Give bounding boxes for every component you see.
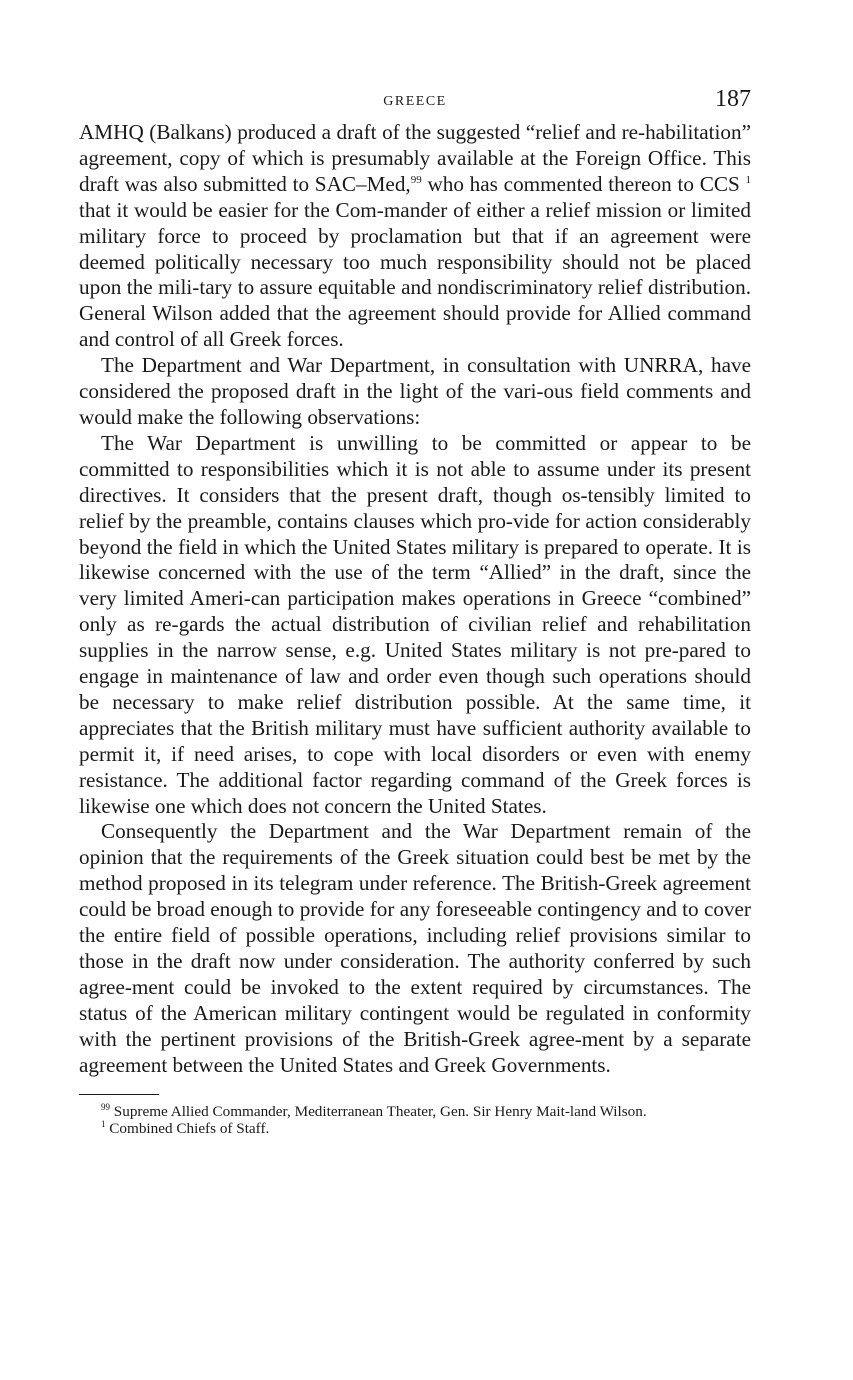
footnote-marker: 1 bbox=[101, 1118, 106, 1129]
running-title: GREECE bbox=[383, 94, 447, 109]
footnote-99 bbox=[79, 1103, 751, 1120]
paragraph-1-text: that it would be easier for the Com-mander of either a relief mission or limited military force to proceed by proclamation but that if an agreement were deemed politically necessary too much responsibility should not be placed upon the mili-tary to assure equitable and nondiscriminatory relief distribution. General Wilson added that the agreement should provide for Allied command and control of all Greek forces. bbox=[79, 197, 751, 352]
footnote-divider bbox=[79, 1094, 159, 1095]
paragraph-3-text: The War Department is unwilling to be committed or appear to be committed to responsibilities which it is not able to assume under its present directives. It considers that the present draft, though os-tensibly limited to relief by the preamble, contains clauses which pro-vide for action considerably beyond the field in which the United States military is prepared to operate. It is likewise concerned with the use of the term “Allied” in the draft, since the very limited Ameri-can participation makes operations in Greece “combined” only as re-gards the actual distribution of civilian relief and rehabilitation supplies in the narrow sense, e.g. United States military is not pre-pared to engage in maintenance of law and order even though such operations should be necessary to make relief distribution possible. At the same time, it appreciates that the British military must have sufficient authority available to permit it, if need arises, to cope with local disorders or even with enemy resistance. The additional factor regarding command of the Greek forces is likewise one which does not concern the United States. bbox=[79, 430, 751, 818]
footnote-ref-99: 99 bbox=[410, 173, 422, 186]
paragraph-1-text: who has commented thereon to CCS bbox=[421, 171, 746, 196]
footnotes bbox=[79, 1103, 751, 1137]
page-number: 187 bbox=[715, 86, 751, 112]
running-head bbox=[79, 86, 751, 120]
paragraph-3 bbox=[79, 431, 751, 820]
footnote-1 bbox=[79, 1120, 751, 1137]
paragraph-2 bbox=[79, 353, 751, 431]
footnote-text: Supreme Allied Commander, Mediterranean Theater, Gen. Sir Henry Mait-land Wilson. bbox=[110, 1102, 647, 1120]
paragraph-1-text: AMHQ (Balkans) produced a draft of the suggested “relief and re-habilitation” agreement, copy of which is presumably available at the Foreign Office. This draft was also submitted to SAC–Med, bbox=[79, 120, 751, 196]
paragraph-2-text: The Department and War Department, in consultation with UNRRA, have considered the proposed draft in the light of the vari-ous field comments and would make the following observations: bbox=[79, 353, 751, 429]
paragraph-1 bbox=[79, 120, 751, 353]
paragraph-4-text: Consequently the Department and the War Department remain of the opinion that the requirements of the Greek situation could best be met by the method proposed in its telegram under reference. The British-Greek agreement could be broad enough to provide for any foreseeable contingency and to cover the entire field of possible operations, including relief provisions similar to those in the draft now under consideration. The authority conferred by such agree-ment could be invoked to the extent required by circumstances. The status of the American military contingent would be regulated in conformity with the pertinent provisions of the British-Greek agree-ment by a separate agreement between the United States and Greek Governments. bbox=[79, 819, 751, 1077]
paragraph-4 bbox=[79, 819, 751, 1078]
body-text bbox=[79, 120, 751, 1079]
footnote-ref-1: 1 bbox=[745, 173, 751, 186]
footnote-text: Combined Chiefs of Staff. bbox=[105, 1119, 270, 1137]
document-page bbox=[79, 86, 751, 1137]
footnote-marker: 99 bbox=[101, 1101, 110, 1112]
